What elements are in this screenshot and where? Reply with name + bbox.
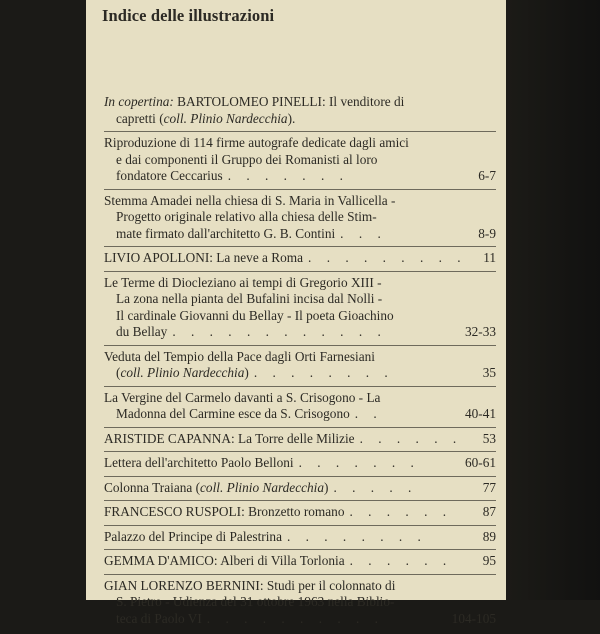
list-item: Lettera dell'architetto Paolo Belloni . . . . . . . 60-61: [104, 455, 496, 477]
illustration-index-list: [104, 94, 496, 634]
page-number: 11: [483, 250, 496, 265]
page-number: 40-41: [464, 406, 496, 421]
page-number: 53: [482, 430, 496, 446]
list-item: Le Terme di Diocleziano ai tempi di Gregorio XIII - La zona nella pianta del Bufalini incisa dal Nolli - Il cardinale Giovanni du Bellay - Il poeta Gioachino du Bellay . . . . . . . . . . . . 32-33: [104, 275, 496, 346]
page-title: Indice delle illustrazioni: [102, 6, 275, 25]
book-edge-shadow: [506, 0, 600, 600]
page-number: 8-9: [478, 225, 496, 241]
list-item: Riproduzione di 114 firme autografe dedicate dagli amici e dai componenti il Gruppo dei Romanisti al loro fondatore Ceccarius . . . . . . . 6-7: [104, 135, 496, 190]
page-number: 87: [482, 504, 496, 519]
page-number: 60-61: [464, 455, 496, 470]
list-item: Colonna Traiana (coll. Plinio Nardecchia) . . . . . 77: [104, 480, 496, 502]
list-item: FRANCESCO RUSPOLI: Bronzetto romano . . . . . . 87: [104, 504, 496, 526]
list-item: Palazzo del Principe di Palestrina . . . . . . . . 89: [104, 529, 496, 551]
list-item: Stemma Amadei nella chiesa di S. Maria in Vallicella - Progetto originale relativo alla chiesa delle Stim- mate firmato dall'architetto G. B. Contini . . . 8-9: [104, 193, 496, 248]
page-number: 35: [482, 365, 496, 380]
list-item: In copertina: BARTOLOMEO PINELLI: Il venditore di capretti (coll. Plinio Nardecchia).: [104, 94, 496, 132]
page-number: 95: [482, 553, 496, 568]
list-item: La Vergine del Carmelo davanti a S. Crisogono - La Madonna del Carmine esce da S. Crisogono . . 40-41: [104, 390, 496, 428]
page-number: 77: [482, 479, 496, 495]
page-number: 6-7: [478, 168, 496, 183]
list-item: Veduta del Tempio della Pace dagli Orti Farnesiani (coll. Plinio Nardecchia) . . . . . . . . 35: [104, 349, 496, 387]
page-number: 104-105: [451, 610, 496, 626]
page-number: 89: [482, 528, 496, 544]
list-item: LIVIO APOLLONI: La neve a Roma . . . . . . . . . 11: [104, 250, 496, 272]
list-item: ARISTIDE CAPANNA: La Torre delle Milizie . . . . . . 53: [104, 431, 496, 453]
document-page: [86, 0, 506, 626]
list-item: GIAN LORENZO BERNINI: Studi per il colonnato di S. Pietro - Udienza del 31 ottobre 1963 nella Biblio- teca di Paolo VI . . . . . . . . . . 104-105: [104, 577, 496, 626]
page-number: 32-33: [464, 324, 496, 339]
list-item: GEMMA D'AMICO: Alberi di Villa Torlonia . . . . . . 95: [104, 553, 496, 575]
